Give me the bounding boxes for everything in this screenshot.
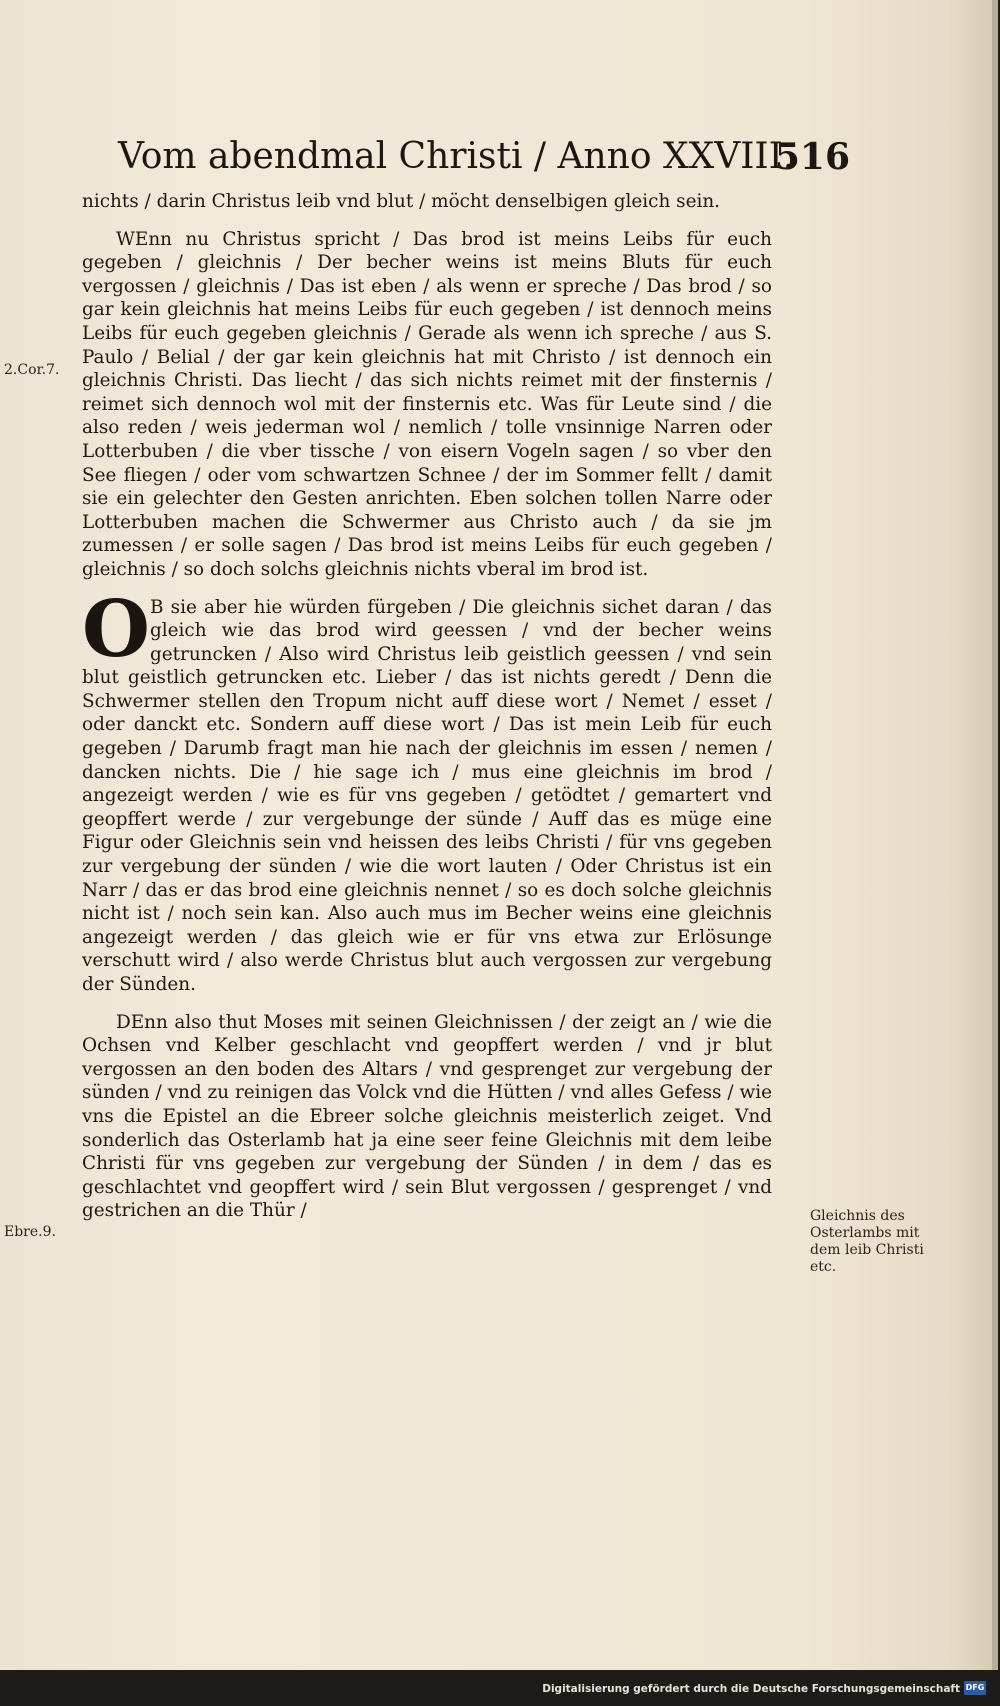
page-edge (946, 0, 992, 1670)
paragraph-2: WEnn nu Christus spricht / Das brod ist meins Leibs für euch gegeben / gleichnis / Der becher weins ist meins Bluts für euch vergossen / gleichnis / Das ist eben / als wenn er spreche / Das brod / so gar kein gleichnis hat meins Leibs für euch gegeben / ist dennoch meins Leibs für euch gegeben gleichnis / Gerade als wenn ich spreche / aus S. Paulo / Belial / der gar kein gleichnis hat mit Christo / ist dennoch ein gleichnis Christi. Das liecht / das sich nichts reimet mit der finsternis / reimet sich dennoch wol mit der finsternis etc. Was für Leute sind / die also reden / weis jederman wol / nemlich / tolle vnsinnige Narren oder Lotterbuben / die vber tissche / von eisern Vogeln sagen / so vber den See fliegen / oder vom schwartzen Schnee / der im Sommer fellt / damit sie ein gelechter den Gesten anrichten. Eben solchen tollen Narre oder Lotterbuben machen die Schwermer aus Christo auch / da sie jm zumessen / er solle sagen / Das brod ist meins Leibs für euch gegeben / gleichnis / so doch solchs gleichnis nichts vberal im brod ist. (82, 228, 772, 580)
margin-note-cor: 2.Cor.7. (4, 362, 60, 378)
paragraph-3: B sie aber hie würden fürgeben / Die gleichnis sichet daran / das gleich wie das brod wird geessen / vnd der becher weins getruncken / Also wird Christus leib geistlich geessen / vnd sein blut geistlich getruncken etc. Lieber / das ist nichts geredt / Denn die Schwermer stellen den Tropum nicht auff diese wort / Nemet / esset / oder danckt etc. Sondern auff diese wort / Das ist mein Leib für euch gegeben / Darumb fragt man hie nach der gleichnis im essen / nemen / dancken nichts. Die / hie sage ich / mus eine gleichnis im brod / angezeigt werden / wie es für vns gegeben / getödtet / gemartert vnd geopffert werde / zur vergebunge der sünde / Auff das es müge eine Figur oder Gleichnis sein vnd heissen des leibs Christi / für vns gegeben zur vergebung der sünden / wie die wort lauten / Oder Christus ist ein Narr / das er das brod eine gleichnis nennet / so es doch solche gleichnis nicht ist / noch sein kan. Also auch mus im Becher weins eine gleichnis angezeigt werden / das gleich wie er für vns etwa zur Erlösunge verschutt wird / also werde Christus blut auch vergossen zur vergebung der Sünden. (82, 596, 772, 995)
dfg-logo-icon: DFG (964, 1681, 986, 1695)
paragraph-3-block (82, 583, 772, 997)
margin-note-ebre: Ebre.9. (4, 1224, 56, 1240)
paragraph-1: nichts / darin Christus leib vnd blut / möcht denselbigen gleich sein. (82, 191, 721, 212)
running-head: Vom abendmal Christi / Anno XXVIII. (118, 136, 795, 177)
paragraph-4: DEnn also thut Moses mit seinen Gleichnissen / der zeigt an / wie die Ochsen vnd Kelber geschlacht vnd geopffert werden / vnd jr blut vergossen an den boden des Altars / vnd gesprenget zur vergebung der sünden / vnd zu reinigen das Volck vnd die Hütten / vnd alles Gefess / wie vns die Epistel an die Ebreer solche gleichnis meisterlich zeiget. Vnd sonderlich das Osterlamb hat ja eine seer feine Gleichnis mit dem leibe Christi für vns gegeben zur vergebung der Sünden / in dem / das es geschlachtet vnd geopffert wird / sein Blut vergossen / gesprenget / vnd gestrichen an die Thür / (82, 1011, 772, 1222)
decorated-initial: O (82, 583, 150, 675)
margin-note-osterlamb: Gleichnis des Osterlambs mit dem leib Christi etc. (810, 1208, 924, 1275)
digitization-credit: Digitalisierung gefördert durch die Deutsche Forschungsgemeinschaft (542, 1683, 960, 1695)
folio-number: 516 (774, 136, 850, 178)
page-header (118, 136, 858, 188)
main-text-block (82, 190, 772, 1370)
